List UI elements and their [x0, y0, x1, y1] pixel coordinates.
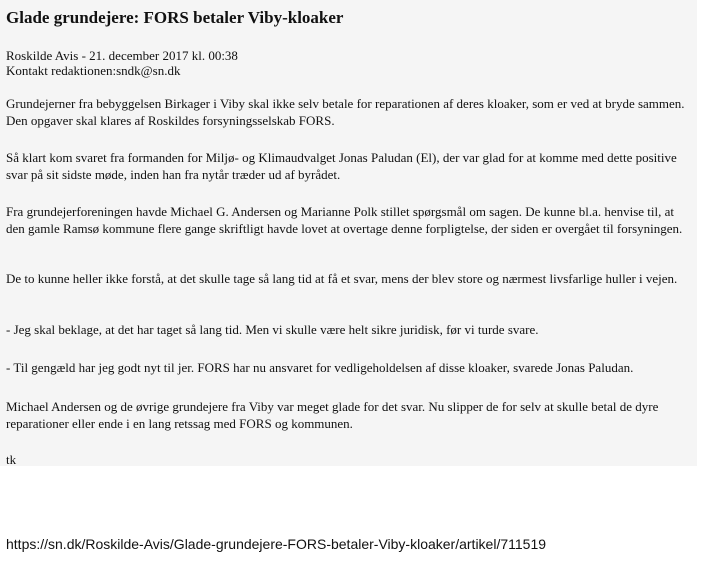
article-paragraph: - Til gengæld har jeg godt nyt til jer. FORS har nu ansvaret for vedligeholdelsen af disse kloaker, svarede Jonas Paludan.: [6, 360, 634, 375]
article-title: Glade grundejere: FORS betaler Viby-kloaker: [6, 8, 344, 27]
article-paragraph: - Jeg skal beklage, at det har taget så lang tid. Men vi skulle være helt sikre juridisk, før vi turde svare.: [6, 322, 539, 337]
article-paragraph: Fra grundejerforeningen havde Michael G. Andersen og Marianne Polk stillet spørgsmål om sagen. De kunne bl.a. henvise til, at den gamle Ramsø kommune flere gange skriftligt havde lovet at overtage denne forpligtelse, der siden er overgået til forsyningen.: [6, 204, 683, 236]
article-contact: Kontakt redaktionen:sndk@sn.dk: [6, 63, 181, 78]
article-meta: [6, 48, 238, 78]
article-paragraph: Så klart kom svaret fra formanden for Miljø- og Klimaudvalget Jonas Paludan (El), der var glad for at komme med dette positive svar på sit sidste møde, inden han fra nytår træder ud af byrådet.: [6, 150, 677, 182]
article-signature: tk: [6, 452, 17, 467]
article-paragraph: Michael Andersen og de øvrige grundejere fra Viby var meget glade for det svar. Nu slipper de for selv at skulle betal de dyre reparationer eller ende i en lang retssag med FORS og kommunen.: [6, 399, 659, 431]
source-url-link[interactable]: https://sn.dk/Roskilde-Avis/Glade-grundejere-FORS-betaler-Viby-kloaker/artikel/711519: [6, 536, 547, 552]
article-paragraph: Grundejerner fra bebyggelsen Birkager i Viby skal ikke selv betale for reparationen af deres kloaker, som er ved at bryde sammen. Den opgaver skal klares af Roskildes forsyningsselskab FORS.: [6, 96, 685, 128]
article-byline: Roskilde Avis - 21. december 2017 kl. 00:38: [6, 48, 238, 63]
article-paragraph: De to kunne heller ikke forstå, at det skulle tage så lang tid at få et svar, mens der blev store og nærmest livsfarlige huller i vejen.: [6, 271, 678, 286]
